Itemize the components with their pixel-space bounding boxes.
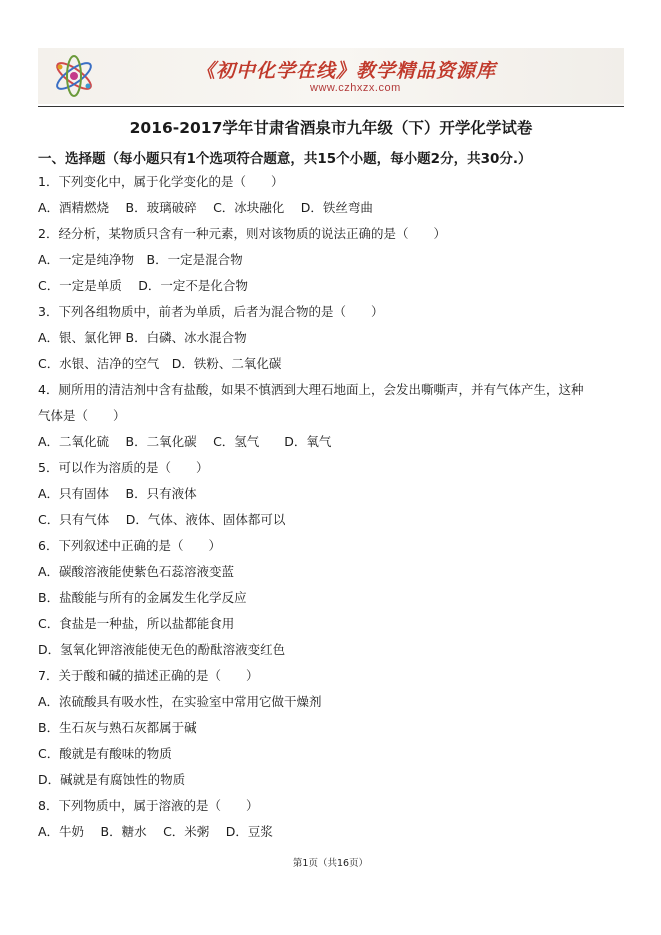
- option-line: D．碱就是有腐蚀性的物质: [38, 772, 186, 787]
- question-line: 6．下列叙述中正确的是（ ）: [38, 538, 221, 553]
- option-line: D．氢氧化钾溶液能使无色的酚酞溶液变红色: [38, 642, 286, 657]
- option-line: A．一定是纯净物 B．一定是混合物: [38, 252, 243, 267]
- brand-url: www.czhxzx.com: [310, 82, 401, 94]
- question-line: 1．下列变化中，属于化学变化的是（ ）: [38, 174, 284, 189]
- question-line: 7．关于酸和碱的描述正确的是（ ）: [38, 668, 259, 683]
- option-line: A．酒精燃烧 B．玻璃破碎 C．冰块融化 D．铁丝弯曲: [38, 200, 373, 215]
- brand-title: 《初中化学在线》教学精品资源库: [196, 60, 497, 82]
- option-line: A．浓硫酸具有吸水性，在实验室中常用它做干燥剂: [38, 694, 322, 709]
- option-line: B．盐酸能与所有的金属发生化学反应: [38, 590, 247, 605]
- page-footer: 第1页（共16页）: [292, 858, 369, 869]
- option-line: A．牛奶 B．糖水 C．米粥 D．豆浆: [38, 824, 273, 839]
- question-list: [38, 174, 628, 850]
- option-line: C．水银、洁净的空气 D．铁粉、二氧化碳: [38, 356, 282, 371]
- option-line: C．只有气体 D．气体、液体、固体都可以: [38, 512, 286, 527]
- option-line: C．食盐是一种盐，所以盐都能食用: [38, 616, 235, 631]
- question-line: 8．下列物质中，属于溶液的是（ ）: [38, 798, 259, 813]
- question-line: 2．经分析，某物质只含有一种元素，则对该物质的说法正确的是（ ）: [38, 226, 446, 241]
- section-heading: 一、选择题（每小题只有1个选项符合题意，共15个小题，每小题2分，共30分.）: [38, 151, 532, 167]
- option-line: A．二氧化硫 B．二氧化碳 C．氢气 D．氧气: [38, 434, 332, 449]
- question-line-continued: 气体是（ ）: [38, 408, 126, 423]
- option-line: B．生石灰与熟石灰都属于碱: [38, 720, 197, 735]
- option-line: A．银、氯化钾 B．白磷、冰水混合物: [38, 330, 247, 345]
- option-line: A．碳酸溶液能使紫色石蕊溶液变蓝: [38, 564, 235, 579]
- option-line: A．只有固体 B．只有液体: [38, 486, 197, 501]
- atom-logo-icon: [50, 53, 98, 99]
- header-banner: [38, 48, 624, 104]
- header-rule: [38, 106, 624, 107]
- question-line: 5．可以作为溶质的是（ ）: [38, 460, 209, 475]
- question-line: 4．厕所用的清洁剂中含有盐酸，如果不慎洒到大理石地面上，会发出嘶嘶声，并有气体产生，这种: [38, 382, 584, 397]
- option-line: C．一定是单质 D．一定不是化合物: [38, 278, 248, 293]
- page-title: 2016-2017学年甘肃省酒泉市九年级（下）开学化学试卷: [129, 119, 533, 137]
- question-line: 3．下列各组物质中，前者为单质，后者为混合物的是（ ）: [38, 304, 384, 319]
- option-line: C．酸就是有酸味的物质: [38, 746, 172, 761]
